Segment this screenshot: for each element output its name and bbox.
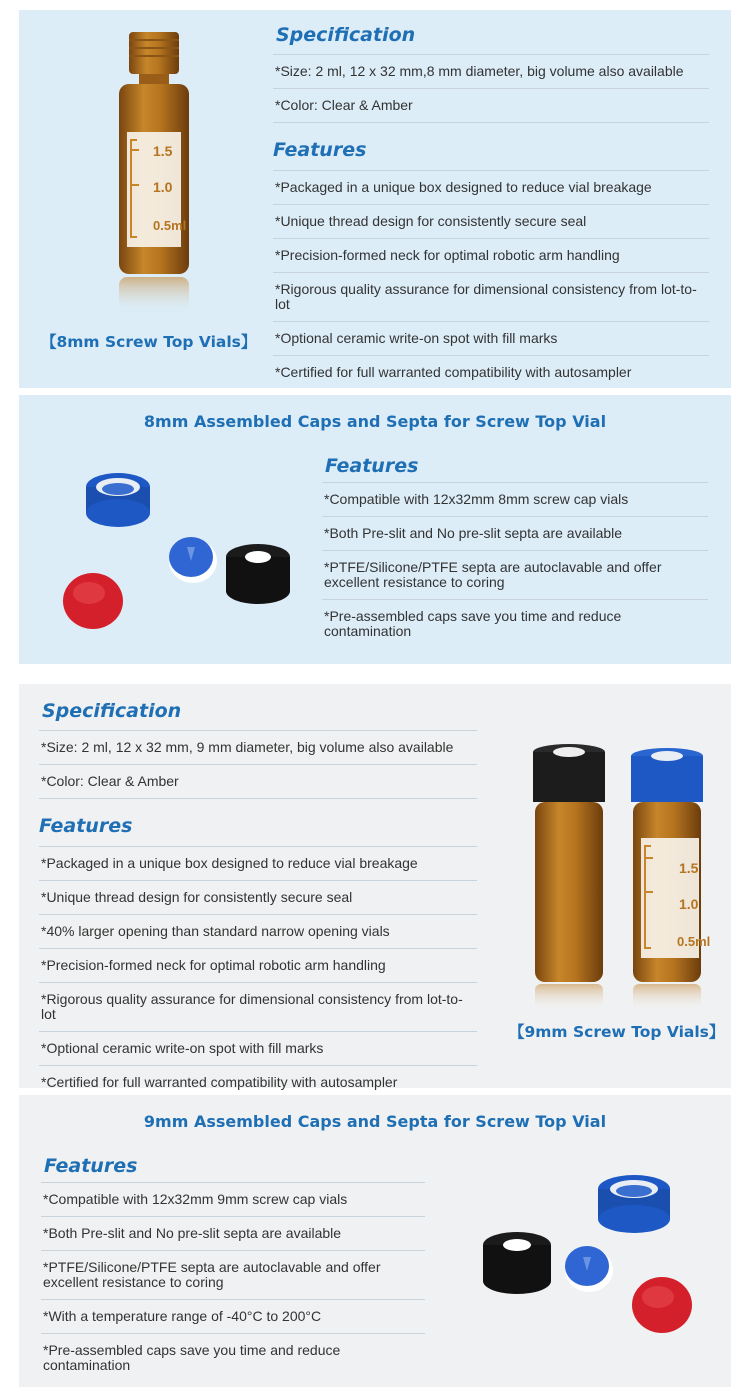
feature-item: *Precision-formed neck for optimal robotic arm handling (273, 238, 709, 272)
specification-heading: Specification (273, 24, 709, 55)
amber-vial-8mm-image (99, 32, 209, 322)
feature-item: *Both Pre-slit and No pre-slit septa are available (41, 1216, 425, 1250)
feature-item: *PTFE/Silicone/PTFE septa are autoclavable and offer excellent resistance to coring (322, 550, 708, 599)
feature-item: *Rigorous quality assurance for dimensional consistency from lot-to-lot (273, 272, 709, 321)
specification-heading: Specification (39, 700, 477, 731)
vial-9mm-mark-1: 1.5 (679, 860, 699, 876)
vial-9mm-mark-2: 1.0 (679, 896, 699, 912)
caps-and-septa-9mm-image (469, 1175, 709, 1355)
vials-8mm-panel (19, 10, 731, 388)
features-heading: Features (325, 455, 419, 477)
feature-item: *Precision-formed neck for optimal robotic arm handling (39, 948, 477, 982)
spec-item: *Color: Clear & Amber (39, 764, 477, 799)
caps-9mm-title: 9mm Assembled Caps and Septa for Screw Top Vial (143, 1112, 607, 1131)
vials-8mm-caption: 【8mm Screw Top Vials】 (41, 333, 257, 351)
spec-item: *Size: 2 ml, 12 x 32 mm, 9 mm diameter, big volume also available (41, 739, 454, 755)
features-heading: Features (273, 139, 367, 161)
feature-item: *With a temperature range of -40°C to 200°C (41, 1299, 425, 1333)
feature-item: *Certified for full warranted compatibility with autosampler (273, 355, 709, 389)
feature-item: *40% larger opening than standard narrow opening vials (39, 914, 477, 948)
vial-8mm-mark-2: 1.0 (153, 179, 173, 195)
feature-item: *Unique thread design for consistently secure seal (39, 880, 477, 914)
spec-item: *Color: Clear & Amber (273, 88, 709, 123)
caps-8mm-panel (19, 395, 731, 664)
feature-item: *Packaged in a unique box designed to reduce vial breakage (39, 846, 477, 880)
feature-item: *Certified for full warranted compatibility with autosampler (39, 1065, 477, 1099)
feature-item: *PTFE/Silicone/PTFE septa are autoclavable and offer excellent resistance to coring (41, 1250, 425, 1299)
vial-8mm-mark-3: 0.5ml (153, 218, 187, 233)
feature-item: *Pre-assembled caps save you time and reduce contamination (41, 1333, 425, 1382)
feature-item: *Unique thread design for consistently secure seal (273, 204, 709, 238)
amber-vials-9mm-image (507, 742, 717, 1012)
caps-8mm-title: 8mm Assembled Caps and Septa for Screw Top Vial (143, 412, 607, 431)
features-heading: Features (39, 815, 133, 837)
feature-item: *Compatible with 12x32mm 8mm screw cap vials (322, 482, 708, 516)
caps-9mm-panel (19, 1095, 731, 1387)
spec-item: *Size: 2 ml, 12 x 32 mm,8 mm diameter, big volume also available (275, 63, 684, 79)
feature-item: *Optional ceramic write-on spot with fill marks (39, 1031, 477, 1065)
feature-item: *Optional ceramic write-on spot with fill marks (273, 321, 709, 355)
vials-9mm-panel (19, 684, 731, 1088)
feature-item: *Packaged in a unique box designed to reduce vial breakage (273, 170, 709, 204)
feature-item: *Pre-assembled caps save you time and reduce contamination (322, 599, 708, 648)
feature-item: *Compatible with 12x32mm 9mm screw cap vials (41, 1182, 425, 1216)
vial-9mm-mark-3: 0.5ml (677, 934, 711, 949)
features-heading: Features (44, 1155, 138, 1177)
feature-item: *Rigorous quality assurance for dimensional consistency from lot-to-lot (39, 982, 477, 1031)
vials-9mm-caption: 【9mm Screw Top Vials】 (509, 1023, 725, 1041)
caps-and-septa-8mm-image (53, 461, 293, 641)
vial-8mm-mark-1: 1.5 (153, 143, 173, 159)
feature-item: *Both Pre-slit and No pre-slit septa are available (322, 516, 708, 550)
